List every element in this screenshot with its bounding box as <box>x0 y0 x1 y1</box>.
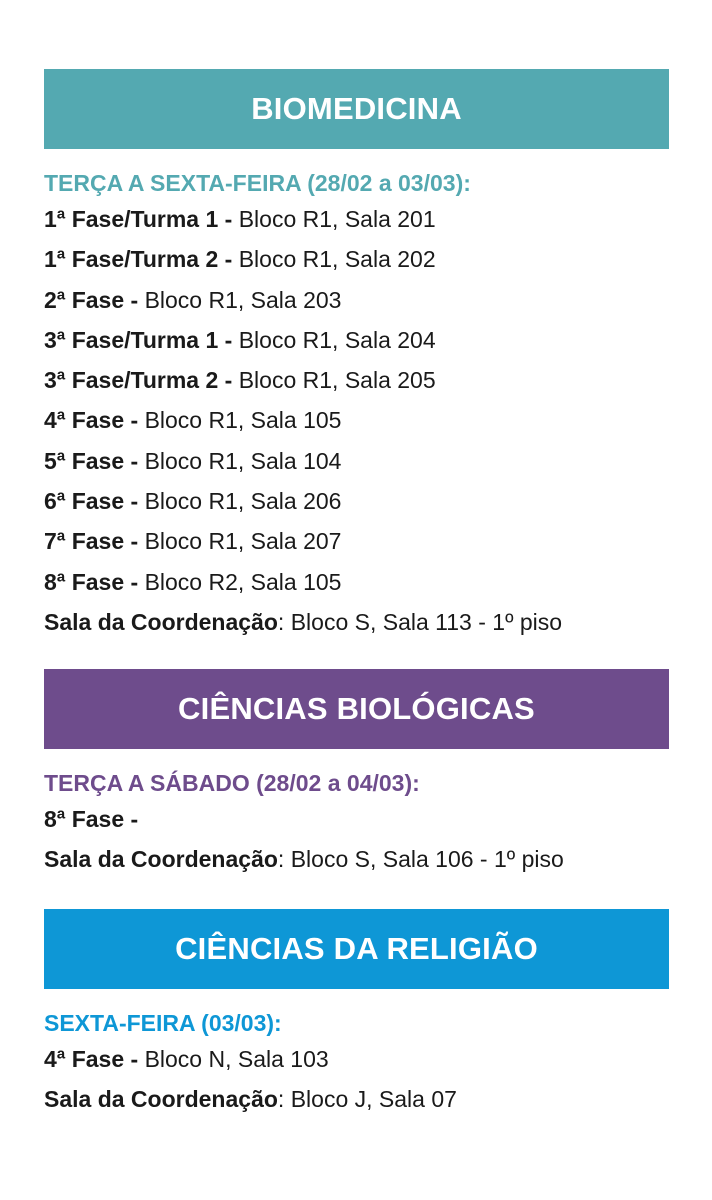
room-line <box>44 280 669 320</box>
section-ciencias-da-religiao <box>44 909 669 1120</box>
room-line-value: : Bloco J, Sala 07 <box>277 1086 457 1113</box>
room-line-label: Sala da Coordenação <box>44 608 278 635</box>
room-line <box>44 799 669 839</box>
room-line-label: 7ª Fase - <box>44 528 145 555</box>
room-line-label: 4ª Fase - <box>44 1046 145 1072</box>
section-title: CIÊNCIAS DA RELIGIÃO <box>175 931 538 966</box>
room-line <box>44 1039 669 1079</box>
room-line-label: 6ª Fase - <box>44 488 145 515</box>
room-line-value: Bloco R1, Sala 105 <box>144 407 342 434</box>
room-line-value: : Bloco S, Sala 106 - 1º piso <box>277 846 564 873</box>
room-line <box>44 239 669 279</box>
room-line-value: Bloco R1, Sala 206 <box>144 488 342 515</box>
room-line-value: Bloco N, Sala 103 <box>144 1046 329 1072</box>
room-line-value: Bloco R1, Sala 205 <box>238 367 436 394</box>
coordination-room-line <box>44 1079 669 1119</box>
room-list <box>44 199 669 642</box>
room-line-label: 8ª Fase - <box>44 806 139 832</box>
room-list <box>44 799 669 880</box>
room-line-value: : Bloco S, Sala 113 - 1º piso <box>277 608 563 635</box>
section-ciencias-biologicas <box>44 669 669 880</box>
room-line-label: 4ª Fase - <box>44 407 145 434</box>
room-line-label: 3ª Fase/Turma 2 - <box>44 367 239 394</box>
coordination-room-line <box>44 839 669 879</box>
section-banner <box>44 909 669 989</box>
room-list <box>44 1039 669 1120</box>
room-line <box>44 400 669 440</box>
room-line <box>44 360 669 400</box>
section-schedule-days: TERÇA A SEXTA-FEIRA (28/02 a 03/03): <box>44 170 471 196</box>
room-line <box>44 441 669 481</box>
room-line-label: 1ª Fase/Turma 2 - <box>44 246 239 273</box>
section-schedule-days: SEXTA-FEIRA (03/03): <box>44 1010 282 1036</box>
section-banner <box>44 669 669 749</box>
room-line-value: Bloco R1, Sala 104 <box>144 447 342 474</box>
room-line-value: Bloco R1, Sala 201 <box>238 206 436 232</box>
coordination-room-line <box>44 602 669 642</box>
room-line-value: Bloco R2, Sala 105 <box>144 568 342 595</box>
room-line-value: Bloco R1, Sala 207 <box>144 528 342 555</box>
room-line-value: Bloco R1, Sala 202 <box>238 246 436 273</box>
room-line <box>44 199 669 239</box>
section-title: BIOMEDICINA <box>251 91 462 126</box>
room-line-label: Sala da Coordenação <box>44 1086 278 1113</box>
section-title: CIÊNCIAS BIOLÓGICAS <box>178 691 535 726</box>
room-line-value: Bloco R1, Sala 203 <box>144 286 342 313</box>
section-biomedicina <box>44 69 669 642</box>
room-line <box>44 320 669 360</box>
room-line <box>44 481 669 521</box>
room-line <box>44 562 669 602</box>
room-line-label: 3ª Fase/Turma 1 - <box>44 326 239 353</box>
room-line-label: Sala da Coordenação <box>44 846 278 873</box>
room-line <box>44 521 669 561</box>
room-line-label: 5ª Fase - <box>44 447 145 474</box>
section-banner <box>44 69 669 149</box>
room-line-label: 2ª Fase - <box>44 286 145 313</box>
section-schedule-days: TERÇA A SÁBADO (28/02 a 04/03): <box>44 770 420 796</box>
room-line-label: 1ª Fase/Turma 1 - <box>44 206 239 232</box>
room-line-value: Bloco R1, Sala 204 <box>238 326 436 353</box>
room-line-label: 8ª Fase - <box>44 568 145 595</box>
